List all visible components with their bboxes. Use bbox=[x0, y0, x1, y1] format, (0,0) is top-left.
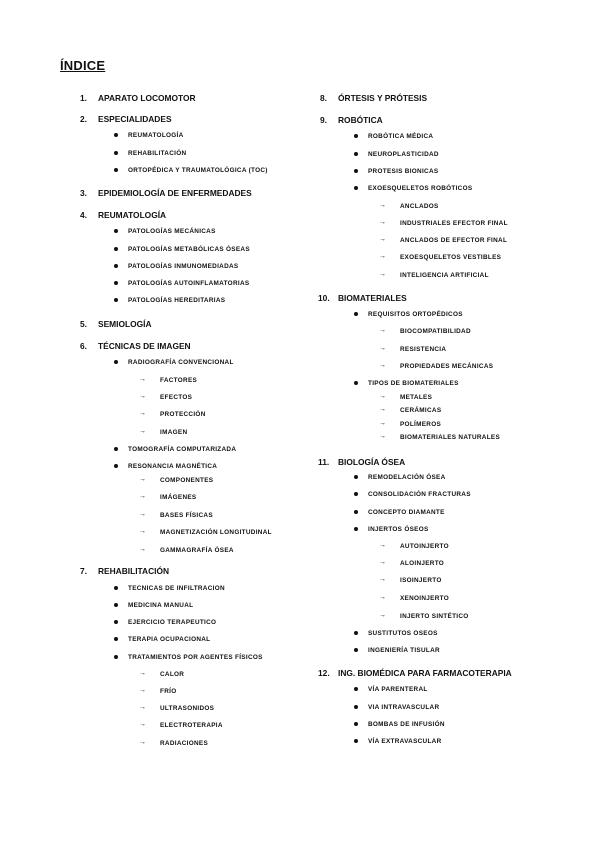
arrow-right-icon: → bbox=[139, 476, 147, 483]
arrow-right-icon: → bbox=[379, 576, 387, 583]
section-number: 1. bbox=[80, 93, 87, 103]
list-item[interactable]: TIPOS DE BIOMATERIALES bbox=[368, 380, 459, 387]
list-item[interactable]: EJERCICIO TERAPEUTICO bbox=[128, 619, 217, 626]
section-heading[interactable] bbox=[80, 319, 152, 329]
list-item[interactable]: CONSOLIDACIÓN FRACTURAS bbox=[368, 491, 471, 498]
arrow-right-icon: → bbox=[139, 511, 147, 518]
list-item[interactable]: BOMBAS DE INFUSIÓN bbox=[368, 721, 445, 728]
sub-item[interactable] bbox=[379, 433, 501, 441]
section-label: ING. BIOMÉDICA PARA FARMACOTERAPIA bbox=[338, 668, 512, 678]
section-heading[interactable] bbox=[318, 293, 407, 303]
sub-item-label: XENOINJERTO bbox=[400, 595, 449, 602]
list-item[interactable]: TOMOGRAFÍA COMPUTARIZADA bbox=[128, 446, 237, 453]
section-heading[interactable] bbox=[320, 115, 383, 125]
list-item[interactable]: EXOESQUELETOS ROBÓTICOS bbox=[368, 185, 473, 192]
sub-item-label: COMPONENTES bbox=[160, 477, 214, 484]
sub-item[interactable] bbox=[379, 594, 449, 602]
list-item[interactable]: PATOLOGÍAS MECÁNICAS bbox=[128, 228, 216, 235]
section-heading[interactable] bbox=[318, 457, 405, 467]
section-label: APARATO LOCOMOTOR bbox=[98, 93, 196, 103]
list-item[interactable]: VÍA EXTRAVASCULAR bbox=[368, 738, 442, 745]
sub-item[interactable] bbox=[139, 428, 188, 436]
sub-item-label: PROTECCIÓN bbox=[160, 411, 206, 418]
arrow-right-icon: → bbox=[379, 327, 387, 334]
list-item[interactable]: RADIOGRAFÍA CONVENCIONAL bbox=[128, 359, 234, 366]
sub-item[interactable] bbox=[379, 576, 442, 584]
sub-item[interactable] bbox=[379, 345, 447, 353]
sub-item[interactable] bbox=[139, 670, 185, 678]
arrow-right-icon: → bbox=[379, 393, 387, 400]
list-item[interactable]: SUSTITUTOS OSEOS bbox=[368, 630, 438, 637]
sub-item-label: POLÍMEROS bbox=[400, 421, 442, 428]
arrow-right-icon: → bbox=[139, 670, 147, 677]
list-item[interactable]: REQUISITOS ORTOPÉDICOS bbox=[368, 311, 463, 318]
sub-item[interactable] bbox=[379, 327, 471, 335]
sub-item[interactable] bbox=[139, 376, 198, 384]
section-heading[interactable] bbox=[318, 668, 512, 678]
list-item[interactable]: REHABILITACIÓN bbox=[128, 150, 187, 157]
list-item[interactable]: MEDICINA MANUAL bbox=[128, 602, 194, 609]
section-label: ÓRTESIS Y PRÓTESIS bbox=[338, 93, 428, 103]
arrow-right-icon: → bbox=[379, 433, 387, 440]
sub-item-label: ULTRASONIDOS bbox=[160, 705, 215, 712]
list-item[interactable]: INJERTOS ÓSEOS bbox=[368, 526, 429, 533]
section-number: 3. bbox=[80, 188, 87, 198]
sub-item[interactable] bbox=[379, 612, 469, 620]
sub-item-label: INDUSTRIALES EFECTOR FINAL bbox=[400, 220, 508, 227]
sub-item-label: PROPIEDADES MECÁNICAS bbox=[400, 363, 494, 370]
section-label: ROBÓTICA bbox=[338, 115, 383, 125]
sub-item[interactable] bbox=[139, 476, 214, 484]
section-label: REHABILITACIÓN bbox=[98, 566, 170, 576]
list-item[interactable]: VIA INTRAVASCULAR bbox=[368, 704, 440, 711]
sub-item-label: FACTORES bbox=[160, 377, 198, 384]
sub-item-label: ALOINJERTO bbox=[400, 560, 445, 567]
section-heading[interactable] bbox=[80, 210, 166, 220]
section-number: 9. bbox=[320, 115, 327, 125]
list-item[interactable]: TERAPIA OCUPACIONAL bbox=[128, 636, 211, 643]
sub-item-label: IMÁGENES bbox=[160, 494, 197, 501]
arrow-right-icon: → bbox=[379, 594, 387, 601]
sub-item[interactable] bbox=[139, 493, 197, 501]
sub-item-label: ELECTROTERAPIA bbox=[160, 722, 223, 729]
arrow-right-icon: → bbox=[379, 362, 387, 369]
arrow-right-icon: → bbox=[379, 202, 387, 209]
sub-item[interactable] bbox=[139, 528, 272, 536]
sub-item[interactable] bbox=[379, 236, 508, 244]
sub-item[interactable] bbox=[379, 202, 439, 210]
section-label: TÉCNICAS DE IMAGEN bbox=[98, 341, 191, 351]
arrow-right-icon: → bbox=[379, 271, 387, 278]
sub-item-label: FRÍO bbox=[160, 688, 177, 695]
sub-item[interactable] bbox=[379, 420, 442, 428]
section-number: 5. bbox=[80, 319, 87, 329]
sub-item-label: AUTOINJERTO bbox=[400, 543, 449, 550]
arrow-right-icon: → bbox=[139, 704, 147, 711]
sub-item-label: ANCLADOS bbox=[400, 203, 439, 210]
arrow-right-icon: → bbox=[379, 219, 387, 226]
list-item[interactable]: REMODELACIÓN ÓSEA bbox=[368, 474, 446, 481]
sub-item[interactable] bbox=[139, 393, 193, 401]
sub-item-label: BIOCOMPATIBILIDAD bbox=[400, 328, 471, 335]
list-item[interactable]: INGENIERÍA TISULAR bbox=[368, 647, 440, 654]
sub-item[interactable] bbox=[379, 542, 449, 550]
list-item[interactable]: NEUROPLASTICIDAD bbox=[368, 151, 439, 158]
section-heading[interactable] bbox=[80, 93, 196, 103]
arrow-right-icon: → bbox=[139, 528, 147, 535]
section-label: BIOMATERIALES bbox=[338, 293, 407, 303]
section-heading[interactable] bbox=[80, 341, 191, 351]
section-heading[interactable] bbox=[80, 188, 252, 198]
sub-item[interactable] bbox=[379, 559, 445, 567]
list-item[interactable]: ROBÓTICA MÉDICA bbox=[368, 133, 434, 140]
list-item[interactable]: PATOLOGÍAS METABÓLICAS ÓSEAS bbox=[128, 246, 250, 253]
sub-item-label: RADIACIONES bbox=[160, 740, 209, 747]
arrow-right-icon: → bbox=[379, 406, 387, 413]
section-label: REUMATOLOGÍA bbox=[98, 210, 167, 220]
list-item[interactable]: PROTESIS BIONICAS bbox=[368, 168, 439, 175]
sub-item[interactable] bbox=[379, 406, 442, 414]
section-label: SEMIOLOGÍA bbox=[98, 319, 152, 329]
section-number: 4. bbox=[80, 210, 87, 220]
section-heading[interactable] bbox=[80, 114, 172, 124]
sub-item[interactable] bbox=[379, 219, 508, 227]
list-item[interactable]: PATOLOGÍAS HEREDITARIAS bbox=[128, 297, 226, 304]
arrow-right-icon: → bbox=[379, 420, 387, 427]
list-item[interactable]: ORTOPÉDICA Y TRAUMATOLÓGICA (TOC) bbox=[128, 167, 268, 174]
sub-item-label: METALES bbox=[400, 394, 433, 401]
section-label: ESPECIALIDADES bbox=[98, 114, 172, 124]
sub-item-label: CERÁMICAS bbox=[400, 407, 442, 414]
section-number: 12. bbox=[318, 668, 330, 678]
section-heading[interactable] bbox=[320, 93, 427, 103]
list-item[interactable]: RESONANCIA MAGNÉTICA bbox=[128, 463, 218, 470]
list-item[interactable]: TRATAMIENTOS POR AGENTES FÍSICOS bbox=[128, 654, 263, 661]
sub-item[interactable] bbox=[139, 687, 177, 695]
sub-item-label: BIOMATERIALES NATURALES bbox=[400, 434, 501, 441]
list-item[interactable]: TECNICAS DE INFILTRACION bbox=[128, 585, 225, 592]
arrow-right-icon: → bbox=[139, 493, 147, 500]
section-number: 10. bbox=[318, 293, 330, 303]
sub-item[interactable] bbox=[139, 739, 209, 747]
arrow-right-icon: → bbox=[139, 410, 147, 417]
sub-item-label: BASES FÍSICAS bbox=[160, 512, 213, 519]
list-item[interactable]: PATOLOGÍAS INMUNOMEDIADAS bbox=[128, 263, 239, 270]
arrow-right-icon: → bbox=[139, 721, 147, 728]
sub-item-label: EXOESQUELETOS VESTIBLES bbox=[400, 254, 502, 261]
section-heading[interactable] bbox=[80, 566, 169, 576]
sub-item[interactable] bbox=[139, 721, 223, 729]
arrow-right-icon: → bbox=[379, 345, 387, 352]
sub-item[interactable] bbox=[379, 393, 433, 401]
page-title: ÍNDICE bbox=[60, 58, 106, 73]
sub-item[interactable] bbox=[139, 704, 215, 712]
arrow-right-icon: → bbox=[139, 687, 147, 694]
list-item[interactable]: CONCEPTO DIAMANTE bbox=[368, 509, 445, 516]
sub-item-label: ANCLADOS DE EFECTOR FINAL bbox=[400, 237, 508, 244]
sub-item[interactable] bbox=[139, 511, 213, 519]
sub-item-label: INJERTO SINTÉTICO bbox=[400, 613, 469, 620]
sub-item-label: MAGNETIZACIÓN LONGITUDINAL bbox=[160, 529, 272, 536]
section-label: EPIDEMIOLOGÍA DE ENFERMEDADES bbox=[98, 188, 252, 198]
section-number: 6. bbox=[80, 341, 87, 351]
sub-item-label: CALOR bbox=[160, 671, 185, 678]
arrow-right-icon: → bbox=[139, 376, 147, 383]
section-number: 8. bbox=[320, 93, 327, 103]
arrow-right-icon: → bbox=[379, 612, 387, 619]
sub-item-label: IMAGEN bbox=[160, 429, 188, 436]
arrow-right-icon: → bbox=[379, 253, 387, 260]
sub-item[interactable] bbox=[379, 253, 502, 261]
sub-item-label: RESISTENCIA bbox=[400, 346, 447, 353]
sub-item[interactable] bbox=[379, 362, 494, 370]
sub-item[interactable] bbox=[139, 546, 234, 554]
sub-item-label: ISOINJERTO bbox=[400, 577, 442, 584]
list-item[interactable]: PATOLOGÍAS AUTOINFLAMATORIAS bbox=[128, 280, 250, 287]
list-item[interactable]: REUMATOLOGÍA bbox=[128, 132, 184, 139]
arrow-right-icon: → bbox=[139, 739, 147, 746]
arrow-right-icon: → bbox=[379, 236, 387, 243]
sub-item-label: INTELIGENCIA ARTIFICIAL bbox=[400, 272, 489, 279]
sub-item-label: EFECTOS bbox=[160, 394, 193, 401]
section-label: BIOLOGÍA ÓSEA bbox=[338, 457, 406, 467]
list-item[interactable]: VÍA PARENTERAL bbox=[368, 686, 428, 693]
arrow-right-icon: → bbox=[379, 559, 387, 566]
sub-item[interactable] bbox=[379, 271, 489, 279]
section-number: 7. bbox=[80, 566, 87, 576]
arrow-right-icon: → bbox=[379, 542, 387, 549]
sub-item-label: GAMMAGRAFÍA ÓSEA bbox=[160, 547, 234, 554]
section-number: 11. bbox=[318, 457, 330, 467]
sub-item[interactable] bbox=[139, 410, 206, 418]
arrow-right-icon: → bbox=[139, 428, 147, 435]
section-number: 2. bbox=[80, 114, 87, 124]
arrow-right-icon: → bbox=[139, 546, 147, 553]
arrow-right-icon: → bbox=[139, 393, 147, 400]
